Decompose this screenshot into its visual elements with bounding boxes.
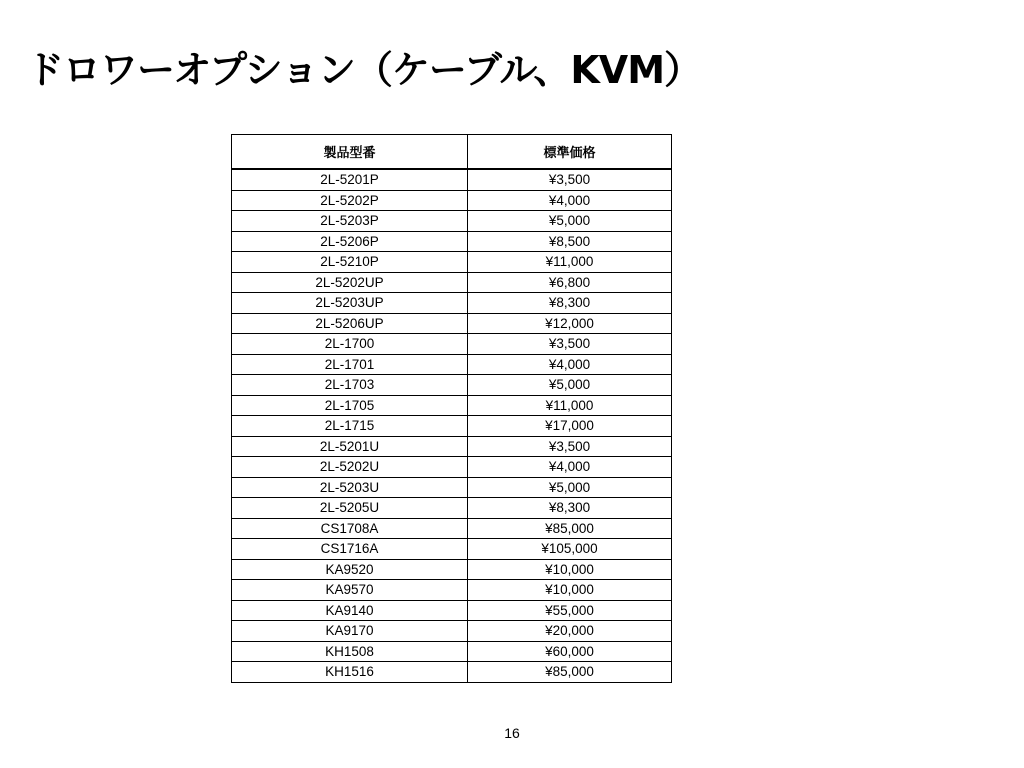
- cell-product-model: KH1516: [232, 662, 468, 683]
- table-row: [232, 641, 672, 662]
- table-row: [232, 190, 672, 211]
- page-number: 16: [504, 725, 520, 741]
- table-row: [232, 518, 672, 539]
- cell-product-model: CS1708A: [232, 518, 468, 539]
- cell-standard-price: ¥3,500: [468, 169, 672, 190]
- cell-standard-price: ¥3,500: [468, 334, 672, 355]
- table-header-row: [232, 135, 672, 170]
- cell-product-model: 2L-5203UP: [232, 293, 468, 314]
- cell-standard-price: ¥85,000: [468, 662, 672, 683]
- cell-product-model: 2L-1703: [232, 375, 468, 396]
- cell-standard-price: ¥10,000: [468, 580, 672, 601]
- table-row: [232, 559, 672, 580]
- cell-standard-price: ¥4,000: [468, 457, 672, 478]
- cell-standard-price: ¥6,800: [468, 272, 672, 293]
- cell-standard-price: ¥5,000: [468, 211, 672, 232]
- cell-standard-price: ¥11,000: [468, 395, 672, 416]
- cell-standard-price: ¥20,000: [468, 621, 672, 642]
- table-row: [232, 539, 672, 560]
- table-row: [232, 621, 672, 642]
- table-row: [232, 600, 672, 621]
- table-row: [232, 252, 672, 273]
- cell-product-model: KA9140: [232, 600, 468, 621]
- cell-product-model: KA9170: [232, 621, 468, 642]
- table-row: [232, 293, 672, 314]
- table-row: [232, 580, 672, 601]
- header-standard-price: 標準価格: [468, 135, 672, 170]
- cell-product-model: 2L-5202P: [232, 190, 468, 211]
- cell-product-model: KH1508: [232, 641, 468, 662]
- table-row: [232, 334, 672, 355]
- cell-standard-price: ¥8,500: [468, 231, 672, 252]
- cell-standard-price: ¥8,300: [468, 293, 672, 314]
- cell-standard-price: ¥5,000: [468, 477, 672, 498]
- cell-standard-price: ¥10,000: [468, 559, 672, 580]
- cell-product-model: 2L-5202U: [232, 457, 468, 478]
- cell-standard-price: ¥105,000: [468, 539, 672, 560]
- cell-product-model: 2L-5210P: [232, 252, 468, 273]
- cell-standard-price: ¥4,000: [468, 354, 672, 375]
- cell-product-model: 2L-1701: [232, 354, 468, 375]
- table-body: [232, 169, 672, 682]
- table-row: [232, 477, 672, 498]
- header-product-model: 製品型番: [232, 135, 468, 170]
- table-row: [232, 457, 672, 478]
- table-row: [232, 498, 672, 519]
- cell-standard-price: ¥12,000: [468, 313, 672, 334]
- slide-title: ドロワーオプション（ケーブル、KVM）: [26, 48, 702, 92]
- cell-product-model: KA9570: [232, 580, 468, 601]
- table-row: [232, 354, 672, 375]
- cell-product-model: 2L-5202UP: [232, 272, 468, 293]
- table-row: [232, 436, 672, 457]
- table-row: [232, 416, 672, 437]
- cell-product-model: 2L-1705: [232, 395, 468, 416]
- cell-product-model: 2L-5203P: [232, 211, 468, 232]
- cell-product-model: 2L-5203U: [232, 477, 468, 498]
- cell-product-model: CS1716A: [232, 539, 468, 560]
- table-row: [232, 169, 672, 190]
- cell-standard-price: ¥5,000: [468, 375, 672, 396]
- table-row: [232, 272, 672, 293]
- price-table: [231, 134, 672, 683]
- cell-product-model: 2L-5201U: [232, 436, 468, 457]
- cell-standard-price: ¥85,000: [468, 518, 672, 539]
- cell-standard-price: ¥8,300: [468, 498, 672, 519]
- table-row: [232, 211, 672, 232]
- cell-standard-price: ¥4,000: [468, 190, 672, 211]
- cell-product-model: 2L-1715: [232, 416, 468, 437]
- cell-product-model: 2L-5205U: [232, 498, 468, 519]
- table-row: [232, 231, 672, 252]
- cell-standard-price: ¥3,500: [468, 436, 672, 457]
- table-row: [232, 395, 672, 416]
- cell-product-model: 2L-5206UP: [232, 313, 468, 334]
- cell-product-model: KA9520: [232, 559, 468, 580]
- table-row: [232, 313, 672, 334]
- cell-product-model: 2L-5201P: [232, 169, 468, 190]
- cell-product-model: 2L-5206P: [232, 231, 468, 252]
- table-header: [232, 135, 672, 170]
- cell-standard-price: ¥55,000: [468, 600, 672, 621]
- cell-standard-price: ¥60,000: [468, 641, 672, 662]
- table-row: [232, 375, 672, 396]
- cell-standard-price: ¥17,000: [468, 416, 672, 437]
- cell-product-model: 2L-1700: [232, 334, 468, 355]
- cell-standard-price: ¥11,000: [468, 252, 672, 273]
- table-row: [232, 662, 672, 683]
